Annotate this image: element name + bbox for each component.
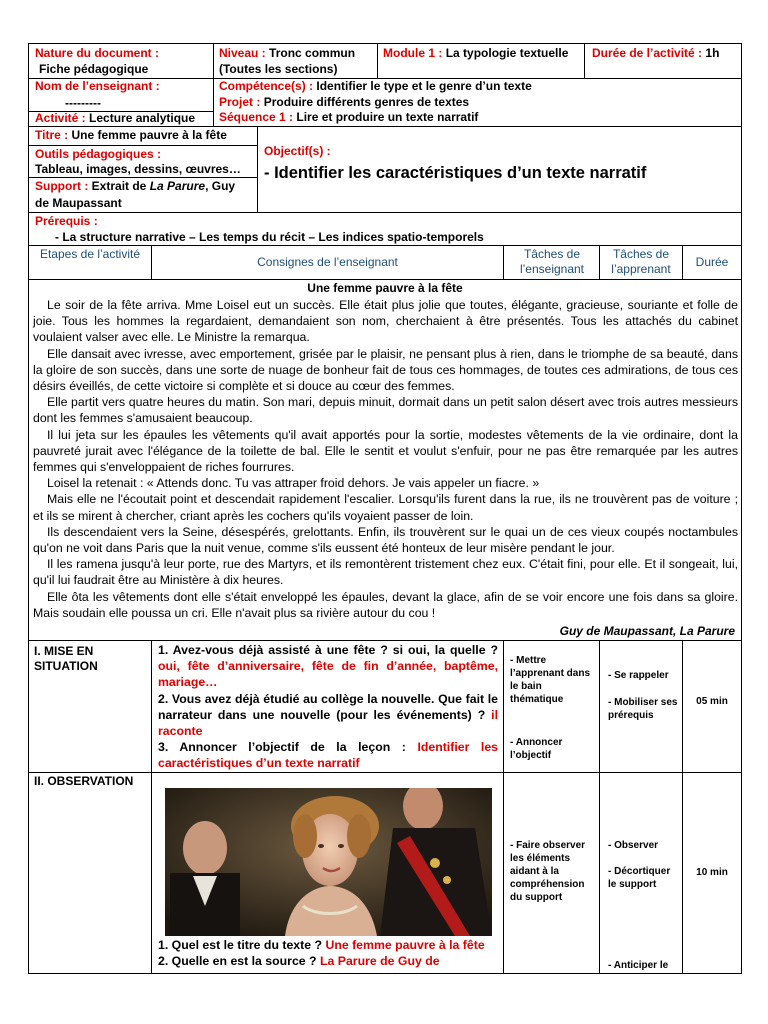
th-etapes-label: Etapes de l’activité <box>39 247 141 261</box>
support-value-a: Extrait de <box>91 179 147 193</box>
support-value-b: La Parure <box>149 179 206 193</box>
nature-value: Fiche pédagogique <box>39 62 149 76</box>
paragraph: Mais elle ne l'écoutait point et descendait rapidement l'escalier. Lorsqu'ils furent dans la rue, ils ne trouvèrent pas de voiture ; et ils se mirent à chercher, criant après les cochers qu'ils voyaient passer de loin. <box>33 492 738 523</box>
module-label: Module 1 : <box>383 46 443 60</box>
niveau-cell <box>213 43 378 79</box>
module-cell <box>377 43 585 79</box>
paragraph: Le soir de la fête arriva. Mme Loisel eut un succès. Elle était plus jolie que toutes, élégante, gracieuse, souriante et folle de joie. Tous les hommes la regardaient, demandaient son nom, cherchaient à être présentés. Tous les attachés du cabinet voulaient valser avec elle. Le Ministre la remarqua. <box>33 298 738 345</box>
th-taches-ens-label: Tâches de l’enseignant <box>519 247 585 276</box>
sequence-label: Séquence 1 : <box>219 110 294 124</box>
objectif-value: - Identifier les caractéristiques d’un texte narratif <box>264 164 647 182</box>
titre-value: Une femme pauvre à la fête <box>71 128 227 142</box>
competence-value: Identifier le type et le genre d’un texte <box>316 79 532 93</box>
row1-a1: oui, fête d’anniversaire, fête de fin d’année, baptême, mariage… <box>158 659 498 690</box>
row2-q1: 1. Quel est le titre du texte ? <box>158 938 323 952</box>
paragraph: Elle partit vers quatre heures du matin. Son mari, depuis minuit, dormait dans un petit salon désert avec trois autres messieurs dont les femmes s'amusaient beaucoup. <box>33 395 738 426</box>
text-author: Guy de Maupassant, La Parure <box>559 624 735 638</box>
row1-etape: I. MISE EN SITUATION <box>34 644 98 673</box>
outils-label: Outils pédagogiques : <box>35 147 162 161</box>
row1-q2: 2. Vous avez déjà étudié au collège la nouvelle. Que fait le narrateur dans une nouvelle (pour les événements) ? <box>158 691 498 722</box>
objectif-cell <box>257 126 742 213</box>
duree-cell <box>584 43 742 79</box>
th-taches-ens <box>503 245 600 280</box>
row2-app3: - Anticiper le <box>608 960 669 971</box>
row1-a3: Identifier les caractéristiques d’un texte narratif <box>158 740 499 771</box>
duree-value: 1h <box>705 46 720 60</box>
row1-ens-cell <box>503 640 600 773</box>
film-still-image <box>165 788 492 936</box>
row2-etape-cell <box>28 772 152 974</box>
row1-app2: - Mobiliser ses prérequis <box>608 697 678 721</box>
row1-duree-cell <box>682 640 742 773</box>
titre-cell <box>28 126 258 146</box>
competence-label: Compétence(s) : <box>219 79 314 93</box>
outils-cell <box>28 145 258 178</box>
prerequis-label: Prérequis : <box>35 214 98 228</box>
row2-ens1: - Faire observer les éléments aidant à la compréhension du support <box>510 840 586 903</box>
text-cell <box>28 279 742 641</box>
nature-label: Nature du document : <box>35 46 160 60</box>
row2-app2: - Décortiquer le support <box>608 866 671 890</box>
duree-label: Durée de l’activité : <box>592 46 703 60</box>
sequence-value: Lire et produire un texte narratif <box>296 110 479 124</box>
row2-q2: 2. Quelle en est la source ? <box>158 954 317 969</box>
paragraph: Il lui jeta sur les épaules les vêtements qu'il avait apportés pour la sortie, modestes vêtements de la vie ordinaire, dont la pauvreté jurait avec l'élégance de la toilette de bal. Elle le sentit et voulut s'enfuir, pour ne pas être remarquée par les autres femmes qui s'enveloppaient de riches fourrures. <box>33 427 738 475</box>
nature-cell <box>28 43 214 79</box>
th-consignes-label: Consignes de l’enseignant <box>257 255 398 269</box>
niveau-value: Tronc commun <box>269 46 356 60</box>
paragraph: Elle ôta les vêtements dont elle s'était enveloppé les épaules, devant la glace, afin de se voir encore une fois dans sa gloire. Mais soudain elle poussa un cri. Elle n'avait plus sa rivière autour du cou ! <box>33 589 738 620</box>
niveau-value-2: (Toutes les sections) <box>219 62 338 76</box>
activite-value: Lecture analytique <box>89 111 196 125</box>
row1-ens2: - Annoncer l’objectif <box>510 737 563 761</box>
module-value: La typologie textuelle <box>445 46 569 60</box>
th-consignes <box>151 245 504 280</box>
row2-a1: Une femme pauvre à la fête <box>325 938 485 952</box>
paragraph: Ils descendaient vers la Seine, désespérés, grelottants. Enfin, ils trouvèrent sur le quai un de ces vieux coupés noctambules qu'on ne voit dans Paris que la nuit venue, comme s'ils eussent été honteux de leur misère pendant le jour. <box>33 524 738 556</box>
row2-app-cell <box>599 772 683 974</box>
row2-a2: La Parure de Guy de <box>319 954 440 969</box>
row1-duree: 05 min <box>696 696 728 707</box>
row2-consignes-cell <box>151 772 504 974</box>
row1-ens1: - Mettre l’apprenant dans le bain thématique <box>510 655 591 705</box>
projet-label: Projet : <box>219 95 261 109</box>
film-still-svg <box>165 788 492 936</box>
support-value-c: , Guy <box>205 179 236 193</box>
paragraph: Elle dansait avec ivresse, avec emportement, grisée par le plaisir, ne pensant plus à rien, dans le triomphe de sa beauté, dans la gloire de son succès, dans une sorte de nuage de bonheur fait de tous ces hommages, de toutes ces admirations, de tous ces désirs éveillés, de cette victoire si complète et si douce au cœur des femmes. <box>33 346 738 394</box>
outils-value: Tableau, images, dessins, œuvres… <box>35 162 241 176</box>
th-duree <box>682 245 742 280</box>
prerequis-cell <box>28 212 742 246</box>
enseignant-value: --------- <box>65 96 101 110</box>
support-label: Support : <box>35 179 89 193</box>
row1-app1: - Se rappeler <box>608 670 669 681</box>
objectif-label: Objectif(s) : <box>264 144 331 158</box>
th-taches-app <box>599 245 683 280</box>
support-value-d: de Maupassant <box>35 196 122 210</box>
competence-projet-cell <box>213 78 742 127</box>
paragraph: Loisel la retenait : « Attends donc. Tu vas attraper froid dehors. Je vais appeler un fiacre. » <box>47 476 540 491</box>
activite-cell <box>28 111 214 127</box>
titre-label: Titre : <box>35 128 69 142</box>
row2-etape: II. OBSERVATION <box>34 774 134 788</box>
row1-consignes-cell <box>151 640 504 773</box>
row2-app1: - Observer <box>608 840 659 851</box>
activite-label: Activité : <box>35 111 86 125</box>
row2-duree-cell <box>682 772 742 974</box>
enseignant-label: Nom de l’enseignant : <box>35 79 160 93</box>
th-duree-label: Durée <box>695 255 729 269</box>
row2-duree: 10 min <box>696 867 728 878</box>
row1-q3: 3. Annoncer l’objectif de la leçon : <box>158 740 406 755</box>
support-cell <box>28 177 258 213</box>
text-body <box>33 297 738 621</box>
row1-q1: 1. Avez-vous déjà assisté à une fête ? si oui, la quelle ? <box>158 643 498 657</box>
prerequis-value: - La structure narrative – Les temps du récit – Les indices spatio-temporels <box>55 230 484 244</box>
paragraph: Il les ramena jusqu'à leur porte, rue des Martyrs, et ils remontèrent tristement chez eux. C'était fini, pour elle. Et il songeait, lui, qu'il lui faudrait être au Ministère à dix heures. <box>33 557 738 588</box>
row1-a2: il raconte <box>158 707 499 739</box>
niveau-label: Niveau : <box>219 46 266 60</box>
th-taches-app-label: Tâches de l’apprenant <box>611 247 671 276</box>
row2-ens-cell <box>503 772 600 974</box>
row1-etape-cell <box>28 640 152 773</box>
projet-value: Produire différents genres de textes <box>263 95 470 109</box>
row1-app-cell <box>599 640 683 773</box>
enseignant-cell <box>28 78 214 112</box>
text-title: Une femme pauvre à la fête <box>307 281 463 295</box>
th-etapes <box>28 245 152 280</box>
